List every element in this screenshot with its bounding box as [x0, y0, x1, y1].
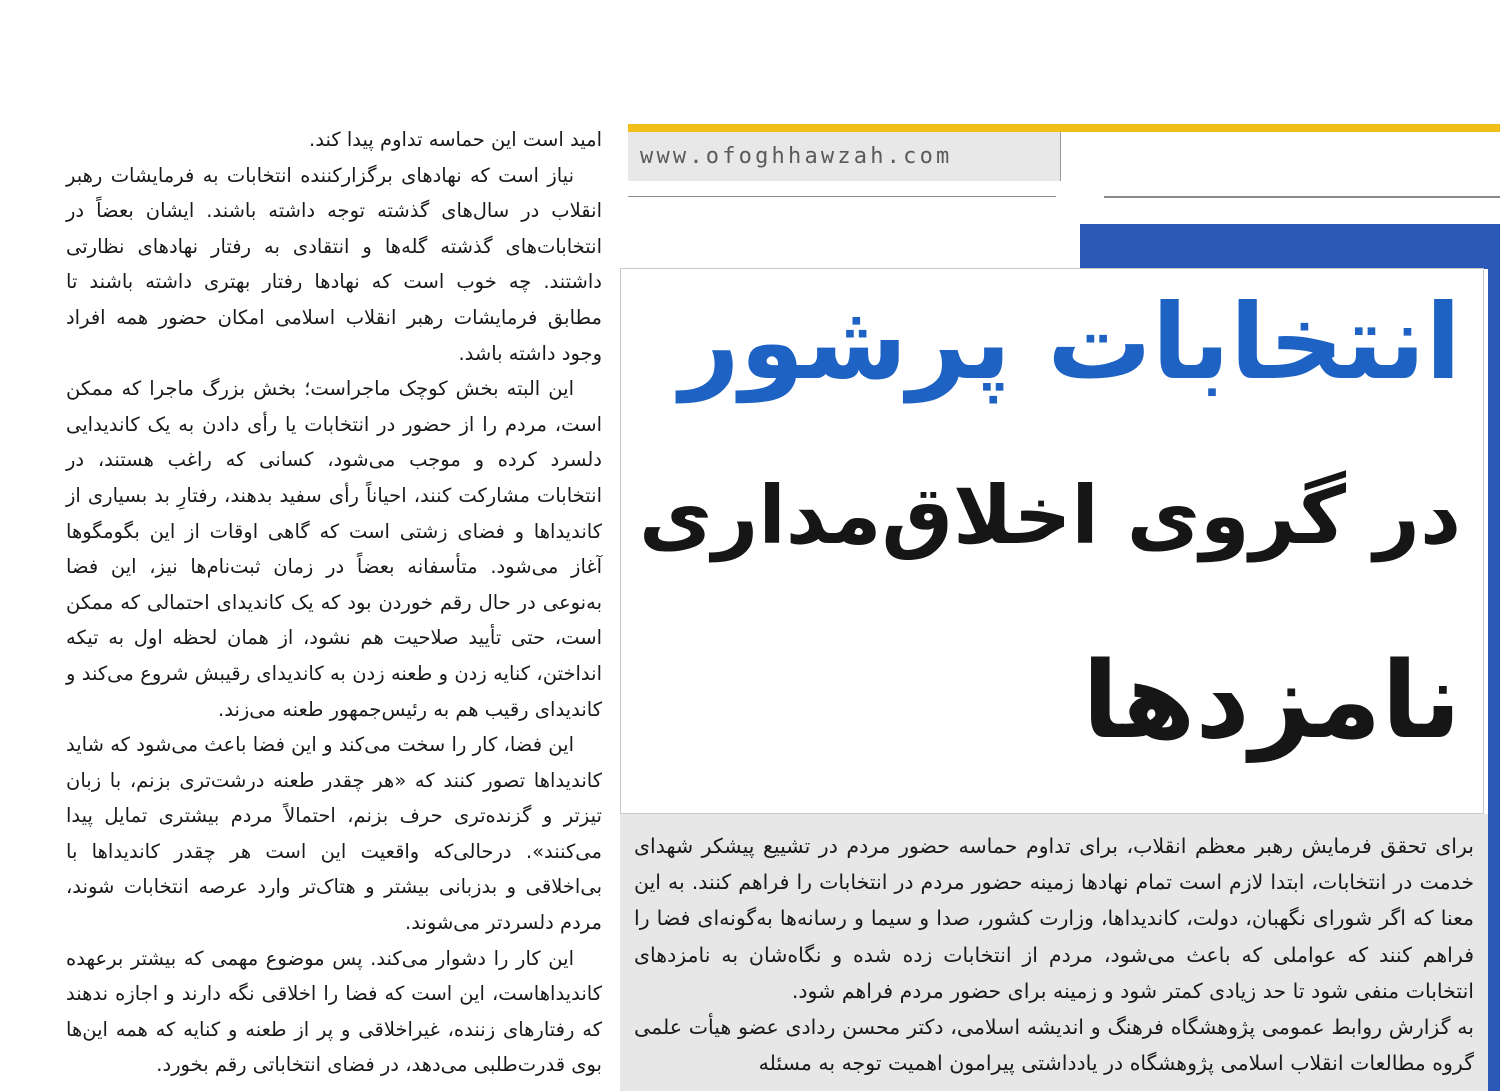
- lead-box: [620, 814, 1488, 1091]
- body-paragraph-5: این کار را دشوار می‌کند. پس موضوع مهمی که بیشتر برعهده کاندیداهاست، این است که فضا را اخلاقی نگه دارند و اجازه ندهند که رفتارهای زننده، غیراخلاقی و پر از طعنه و کنایه که همه این‌ها بوی قدرت‌طلبی می‌دهد، در فضای انتخاباتی رقم بخورد.: [66, 946, 602, 1077]
- header-divider-right: [1104, 196, 1500, 198]
- headline-line-3: نامزدها: [1082, 639, 1461, 762]
- body-paragraph-2: نیاز است که نهادهای برگزارکننده انتخابات به فرمایشات رهبر انقلاب در سال‌های گذشته توجه داشته باشند. ایشان بعضاً در انتخابات‌های گذشته گله‌ها و انتقادی به رفتار نهادهای نظارتی داشتند. چه خوب است که نهادها رفتار بهتری داشته باشند تا مطابق فرمایشات رهبر انقلاب اسلامی امکان حضور همه افراد وجود داشته باشد.: [66, 163, 602, 365]
- body-column: [66, 122, 602, 1083]
- headline-accent-strip: [1080, 224, 1500, 269]
- body-paragraph-4: این فضا، کار را سخت می‌کند و این فضا باعث می‌شود که شاید کاندیداها تصور کنند که «هر چقدر طعنه درشت‌تری بزنم، با زبان تیزتر و گزنده‌تری حرف بزنم، احتمالاً مردم بیشتری تمایل پیدا می‌کنند». درحالی‌که واقعیت این است هر چقدر کاندیداها با بی‌اخلاقی و بدزبانی بیشتر و هتاک‌تر وارد عرصه انتخابات شوند، مردم دلسردتر می‌شوند.: [66, 733, 602, 935]
- lead-paragraph-2: به گزارش روابط عمومی پژوهشگاه فرهنگ و اندیشه اسلامی، دکتر محسن ردادی عضو هیأت علمی گروه مطالعات انقلاب اسلامی پژوهشگاه در یادداشتی پیرامون اهمیت توجه به مسئله: [634, 1015, 1474, 1076]
- body-paragraph-3: این البته بخش کوچک ماجراست؛ بخش بزرگ ماجرا که ممکن است، مردم را از حضور در انتخابات یا رأی دادن به یک کاندیدایی دلسرد کرده و موجب می‌شود، کسانی که راغب هستند، در انتخابات مشارکت کنند، احیاناً رأی سفید بدهند، رفتارِ بد بسیاری از کاندیداها و فضای زشتی است که گاهی اوقات از این بگومگوها آغاز می‌شود. متأسفانه بعضاً در زمان ثبت‌نام‌ها نیز، این فضا به‌نوعی در حال رقم خوردن بود که یک کاندیدای احتمالی که ممکن است، حتی تأیید صلاحیت هم نشود، از همان لحظه اول به تیکه انداختن، کنایه زدن و طعنه زدن به کاندیدای رقیبش شروع می‌کند و کاندیدای رقیب هم به رئیس‌جمهور طعنه می‌زند.: [66, 377, 602, 721]
- body-paragraph-1: امید است این حماسه تداوم پیدا کند.: [309, 128, 602, 151]
- website-banner: [628, 132, 1061, 181]
- headline-line-2: در گروی اخلاق‌مداری: [638, 469, 1461, 562]
- headline-box: [620, 268, 1484, 814]
- header-accent-bar: [628, 124, 1500, 132]
- lead-paragraph-1: برای تحقق فرمایش رهبر معظم انقلاب، برای تداوم حماسه حضور مردم در تشییع پیشکر شهدای خدمت در انتخابات، ابتدا لازم است تمام نهادها زمینه حضور مردم در انتخابات را فراهم کنند. به این معنا که اگر شورای نگهبان، دولت، کاندیداها، وزارت کشور، صدا و سیما و رسانه‌ها به‌گونه‌ای فضا را فراهم کنند که عواملی که باعث می‌شود، مردم از انتخابات زده شده و نگاه‌شان به نامزدهای انتخابات منفی شود تا حد زیادی کمتر شود و زمینه برای حضور مردم فراهم شود.: [634, 834, 1474, 1003]
- lead-text: [634, 828, 1474, 1081]
- header-divider-left: [628, 196, 1056, 197]
- website-url: www.ofoghhawzah.com: [640, 144, 953, 169]
- headline-line-1: انتخابات پرشور: [679, 281, 1461, 403]
- page-edge-accent: [1488, 224, 1500, 1091]
